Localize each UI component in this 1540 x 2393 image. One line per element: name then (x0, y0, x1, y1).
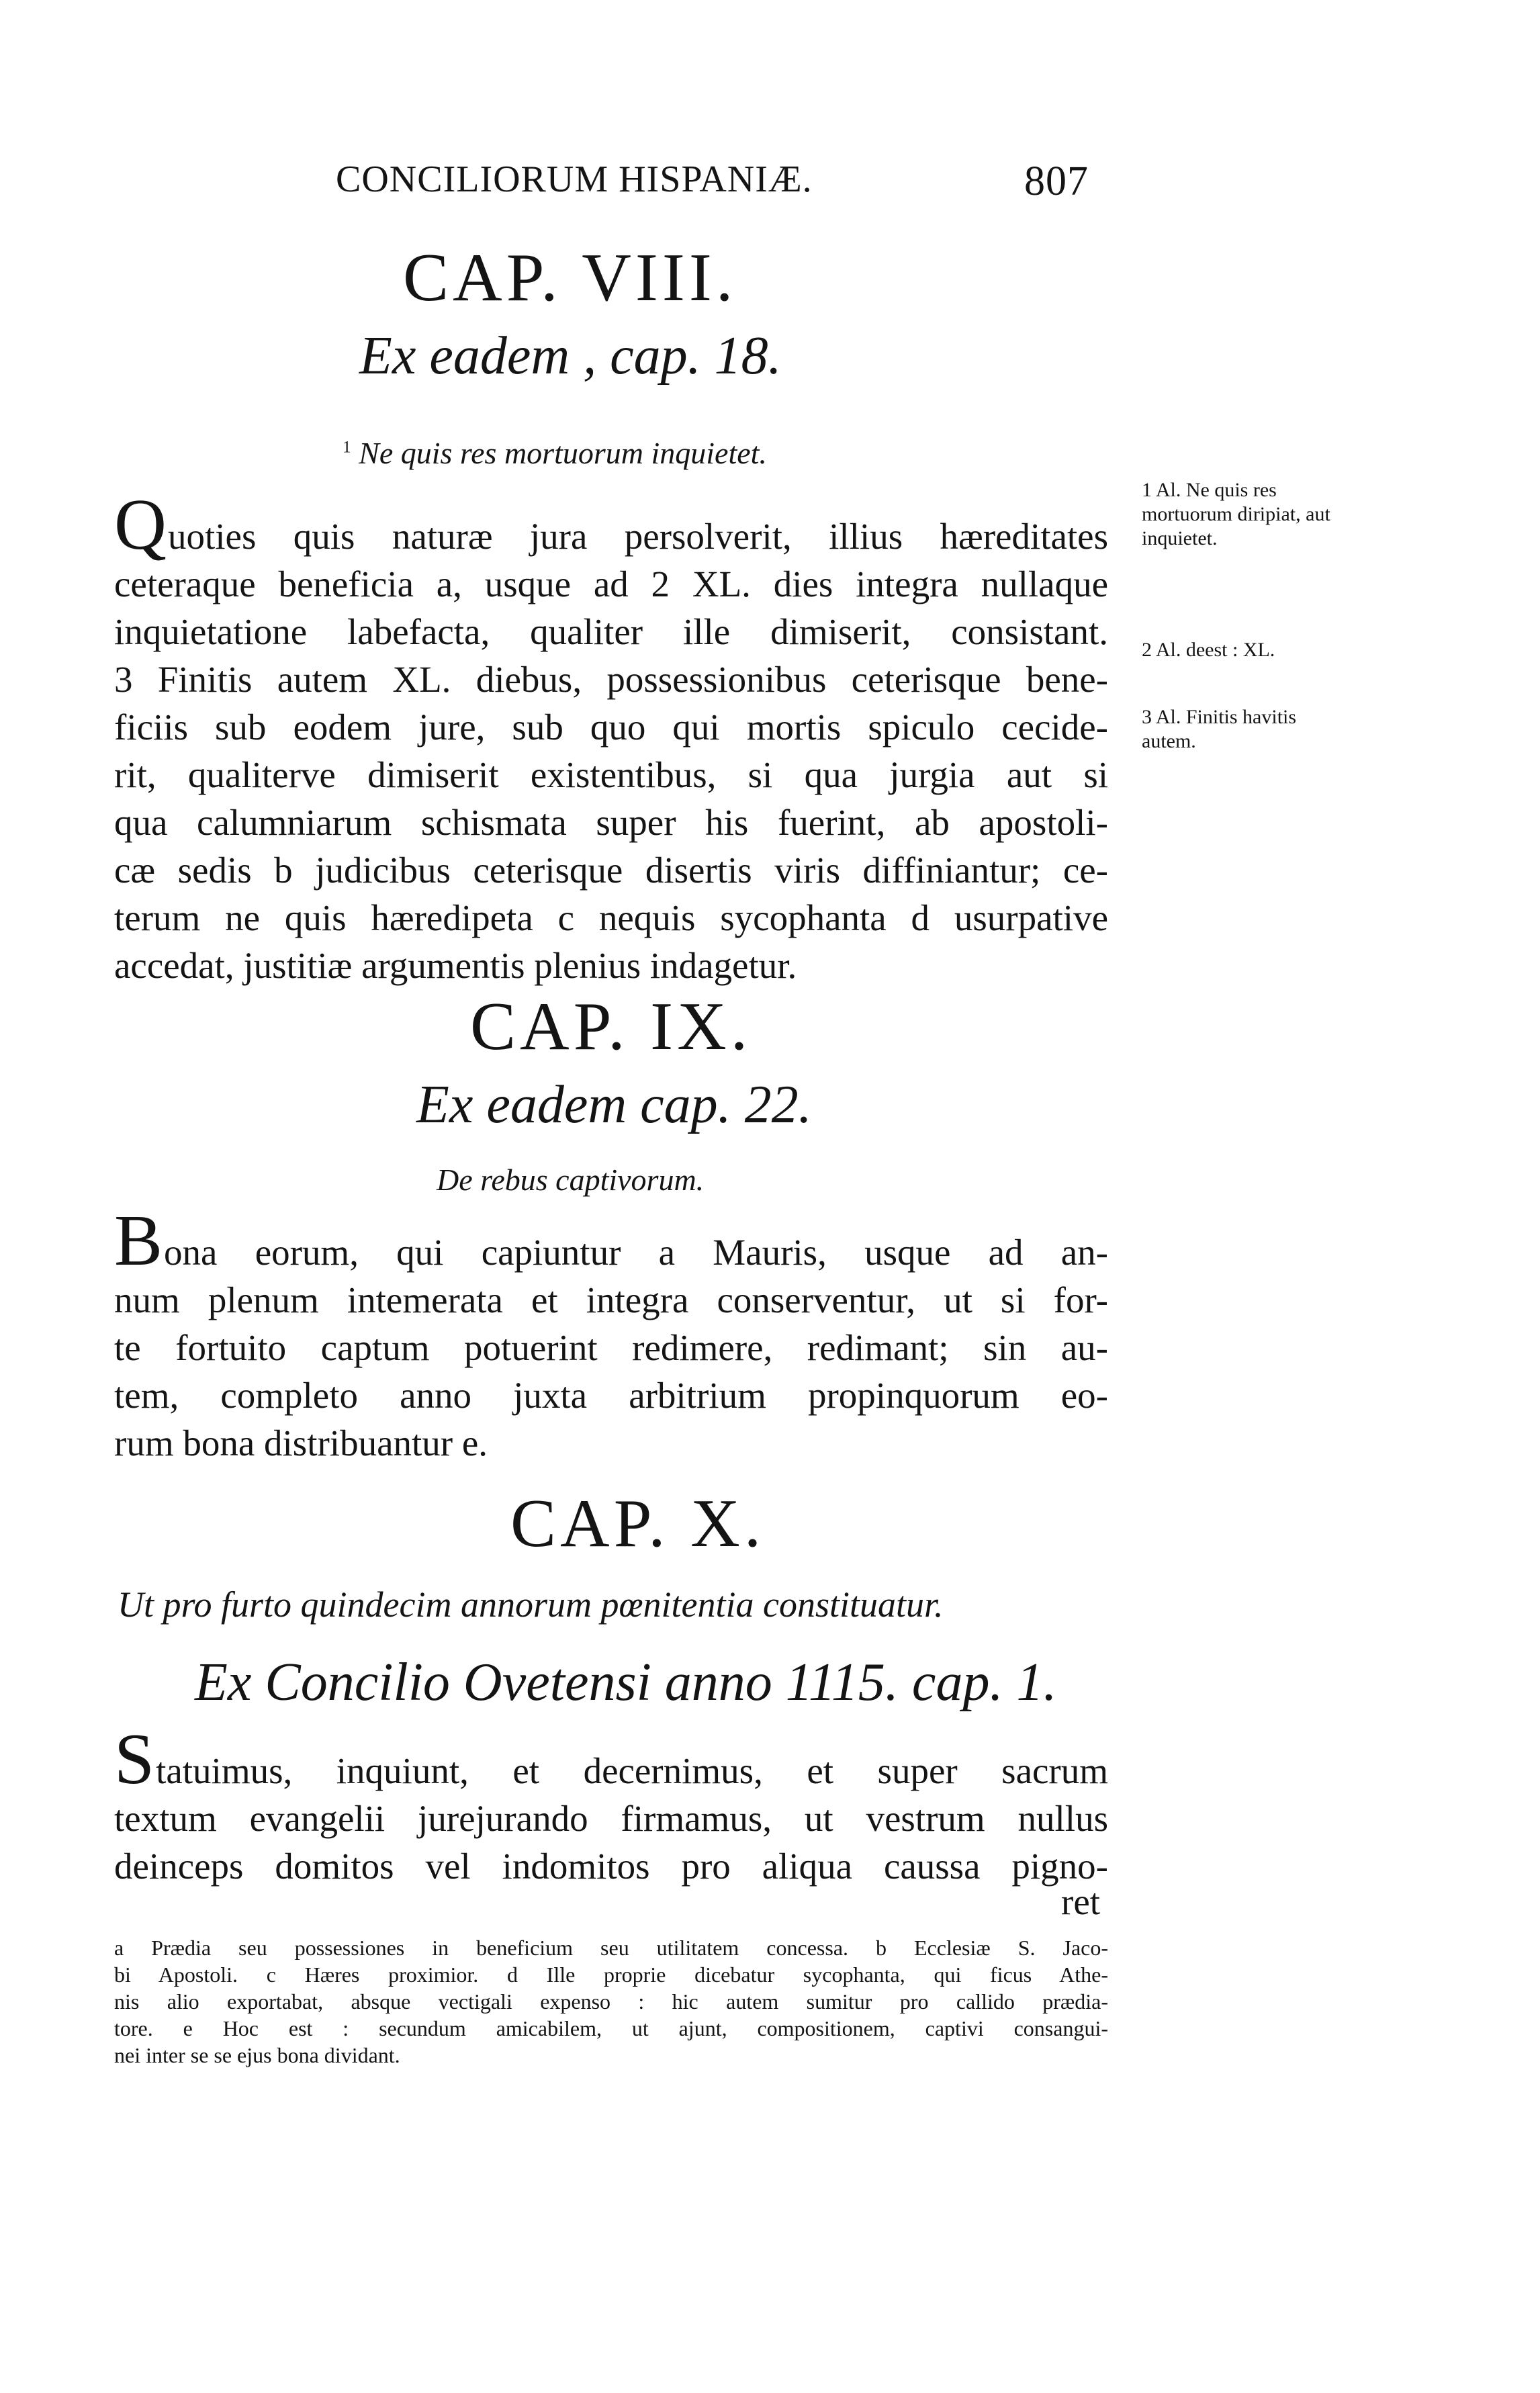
text-line: uoties quis naturæ jura persolverit, illius hæreditates (168, 516, 1108, 557)
text-line: ficiis sub eodem jure, sub quo qui mortis spiculo cecide- (114, 707, 1108, 748)
footnote-line: bi Apostoli. c Hæres proximior. d Ille proprie dicebatur sycophanta, qui ficus Athe- (114, 1962, 1108, 1987)
cap10-text (114, 1719, 1108, 1890)
cap9-initial: B (114, 1201, 163, 1281)
text-line: ceteraque beneficia a, usque ad 2 XL. dies integra nullaque (114, 563, 1108, 604)
running-title: CONCILIORUM HISPANIÆ. (336, 159, 813, 200)
cap8-source: Ex eadem , cap. 18. (359, 326, 782, 386)
cap8-rubric: Ne quis res mortuorum inquietet. (359, 436, 767, 470)
text-line: rit, qualiterve dimiserit existentibus, si qua jurgia aut si (114, 754, 1108, 795)
footnote-line: nis alio exportabat, absque vectigali expenso : hic autem sumitur pro callido prædia- (114, 1989, 1108, 2014)
footnote-line: nei inter se se ejus bona dividant. (114, 2043, 400, 2067)
margin-note-1: 1 Al. Ne quis res mortuorum diripiat, aut inquietet. (1142, 479, 1330, 549)
text-line: qua calumniarum schismata super his fuerint, ab apostoli- (114, 802, 1108, 843)
margin-note-3: 3 Al. Finitis havitis autem. (1142, 706, 1297, 752)
text-line: 3 Finitis autem XL. diebus, possessionibus ceterisque bene- (114, 659, 1108, 700)
cap9-rubric: De rebus captivorum. (437, 1163, 705, 1197)
text-line: accedat, justitiæ argumentis plenius indagetur. (114, 945, 797, 986)
text-line: rum bona distribuantur e. (114, 1423, 488, 1463)
page-number: 807 (1024, 159, 1089, 204)
text-line: tatuimus, inquiunt, et decernimus, et super sacrum (156, 1750, 1108, 1791)
cap8-initial: Q (114, 485, 167, 565)
text-line: textum evangelii jurejurando firmamus, ut vestrum nullus (114, 1798, 1108, 1839)
catchword: ret (1061, 1881, 1101, 1922)
cap10-initial: S (114, 1719, 155, 1799)
running-header (336, 158, 1142, 204)
cap8-rubric-line (343, 435, 767, 471)
footnote-line: a Prædia seu possessiones in beneficium seu utilitatem concessa. b Ecclesiæ S. Jaco- (114, 1936, 1108, 1960)
text-line: num plenum intemerata et integra conserventur, ut si for- (114, 1279, 1108, 1320)
cap9-line-1 (114, 1201, 1108, 1281)
text-line: deinceps domitos vel indomitos pro aliqua caussa pigno- (114, 1846, 1108, 1887)
cap8-rubric-mark: 1 (343, 437, 351, 457)
footnotes (114, 1934, 1108, 2069)
cap10-rubric: Ut pro furto quindecim annorum pœnitentia constituatur. (118, 1584, 944, 1625)
cap8-line-1 (114, 485, 1108, 565)
margin-note-2: 2 Al. deest : XL. (1142, 639, 1275, 661)
text-line: terum ne quis hæredipeta c nequis sycophanta d usurpative (114, 897, 1108, 938)
cap10-heading: CAP. X. (510, 1486, 766, 1562)
text-line: cæ sedis b judicibus ceterisque disertis viris diffiniantur; ce- (114, 850, 1108, 891)
text-line: tem, completo anno juxta arbitrium propinquorum eo- (114, 1375, 1108, 1416)
text-line: te fortuito captum potuerint redimere, redimant; sin au- (114, 1327, 1108, 1368)
cap9-text (114, 1201, 1108, 1467)
cap9-source: Ex eadem cap. 22. (416, 1075, 812, 1134)
text-line: ona eorum, qui capiuntur a Mauris, usque ad an- (164, 1232, 1108, 1273)
footnote-line: tore. e Hoc est : secundum amicabilem, ut ajunt, compositionem, captivi consangui- (114, 2016, 1108, 2040)
cap10-line-1 (114, 1719, 1108, 1799)
cap8-heading: CAP. VIII. (403, 240, 737, 316)
text-line: inquietatione labefacta, qualiter ille dimiserit, consistant. (114, 611, 1108, 652)
cap8-text (114, 485, 1108, 989)
cap10-source: Ex Concilio Ovetensi anno 1115. cap. 1. (195, 1653, 1057, 1712)
cap9-heading: CAP. IX. (470, 989, 752, 1065)
